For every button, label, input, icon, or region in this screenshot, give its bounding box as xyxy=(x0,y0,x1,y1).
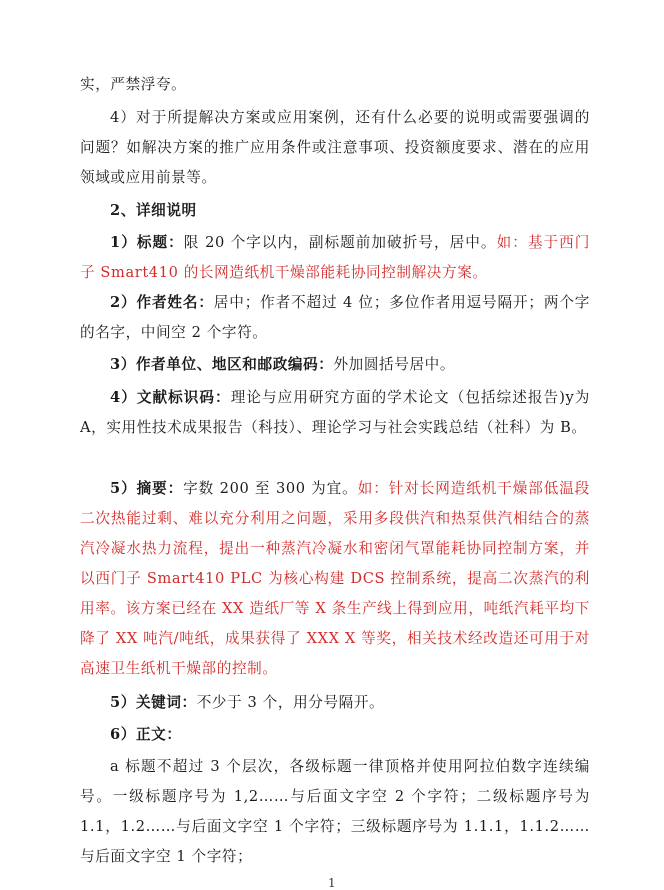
paragraph-title-rule xyxy=(80,228,590,288)
paragraph-text: a 标题不超过 3 个层次，各级标题一律顶格并使用阿拉伯数字连续编号。一级标题序号为 1,2……与后面文字空 2 个字符；二级标题序号为 1.1，1.2……与后面文字空 1 个字符；三级标题序号为 1.1.1，1.1.2……与后面文字空 1 个字符； xyxy=(80,758,590,865)
paragraph-item-4-notes xyxy=(80,103,590,193)
paragraph-affiliation-rule xyxy=(80,350,590,380)
paragraph-text: 外加圆括号居中。 xyxy=(333,356,456,373)
example-text: 如：针对长网造纸机干燥部低温段二次热能过剩、难以充分利用之问题，采用多段供汽和热泵供汽相结合的蒸汽冷凝水热力流程，提出一种蒸汽冷凝水和密闭气罩能耗协同控制方案，并以西门子 Smart410 PLC 为核心构建 DCS 控制系统，提高二次蒸汽的利用率。该方案已经在 XX 造纸厂等 X 条生产线上得到应用，吨纸汽耗平均下降了 XX 吨汽/吨纸，成果获得了 XXX X 等奖，相关技术经改造还可用于对高速卫生纸机干燥部的控制。 xyxy=(80,480,590,677)
item-label: 1）标题： xyxy=(110,234,184,251)
paragraph-text: 限 20 个字以内，副标题前加破折号，居中。 xyxy=(183,234,497,251)
item-label: 2）作者姓名： xyxy=(110,294,214,311)
item-label: 4）文献标识码： xyxy=(110,389,231,406)
paragraph-body-heading xyxy=(80,720,590,750)
paragraph-abstract-rule xyxy=(80,474,590,684)
item-label: 3）作者单位、地区和邮政编码： xyxy=(110,356,334,373)
paragraph-keywords-rule xyxy=(80,688,590,718)
paragraph-text: 居中；作者不超过 4 位；多位作者用逗号隔开；两个字的名字，中间空 2 个字符。 xyxy=(80,294,590,341)
page-number: 1 xyxy=(328,876,336,890)
heading-text: 2、详细说明 xyxy=(110,202,197,219)
paragraph-text: 4）对于所提解决方案或应用案例，还有什么必要的说明或需要强调的问题？如解决方案的推广应用条件或注意事项、投资额度要求、潜在的应用领域或应用前景等。 xyxy=(80,109,590,186)
example-text: 如：基于西门子 Smart410 的长网造纸机干燥部能耗协同控制解决方案。 xyxy=(80,234,590,281)
paragraph-author-name-rule xyxy=(80,288,590,348)
section-heading-detail xyxy=(80,196,590,226)
item-label: 5）摘要： xyxy=(110,480,184,497)
paragraph-text: 字数 200 至 300 为宜。 xyxy=(183,480,358,497)
paragraph-text: 不少于 3 个，用分号隔开。 xyxy=(196,694,385,711)
paragraph-document-code-rule xyxy=(80,383,590,443)
item-label: 6）正文： xyxy=(110,726,182,743)
item-label: 5）关键词： xyxy=(110,694,197,711)
paragraph-text: 实，严禁浮夸。 xyxy=(80,76,187,93)
paragraph-heading-levels-rule xyxy=(80,752,590,872)
paragraph-continuation xyxy=(80,70,590,100)
paragraph-text: 理论与应用研究方面的学术论文（包括综述报告)y为 A，实用性技术成果报告（科技）、理论学习与社会实践总结（社科）为 B。 xyxy=(80,389,590,436)
